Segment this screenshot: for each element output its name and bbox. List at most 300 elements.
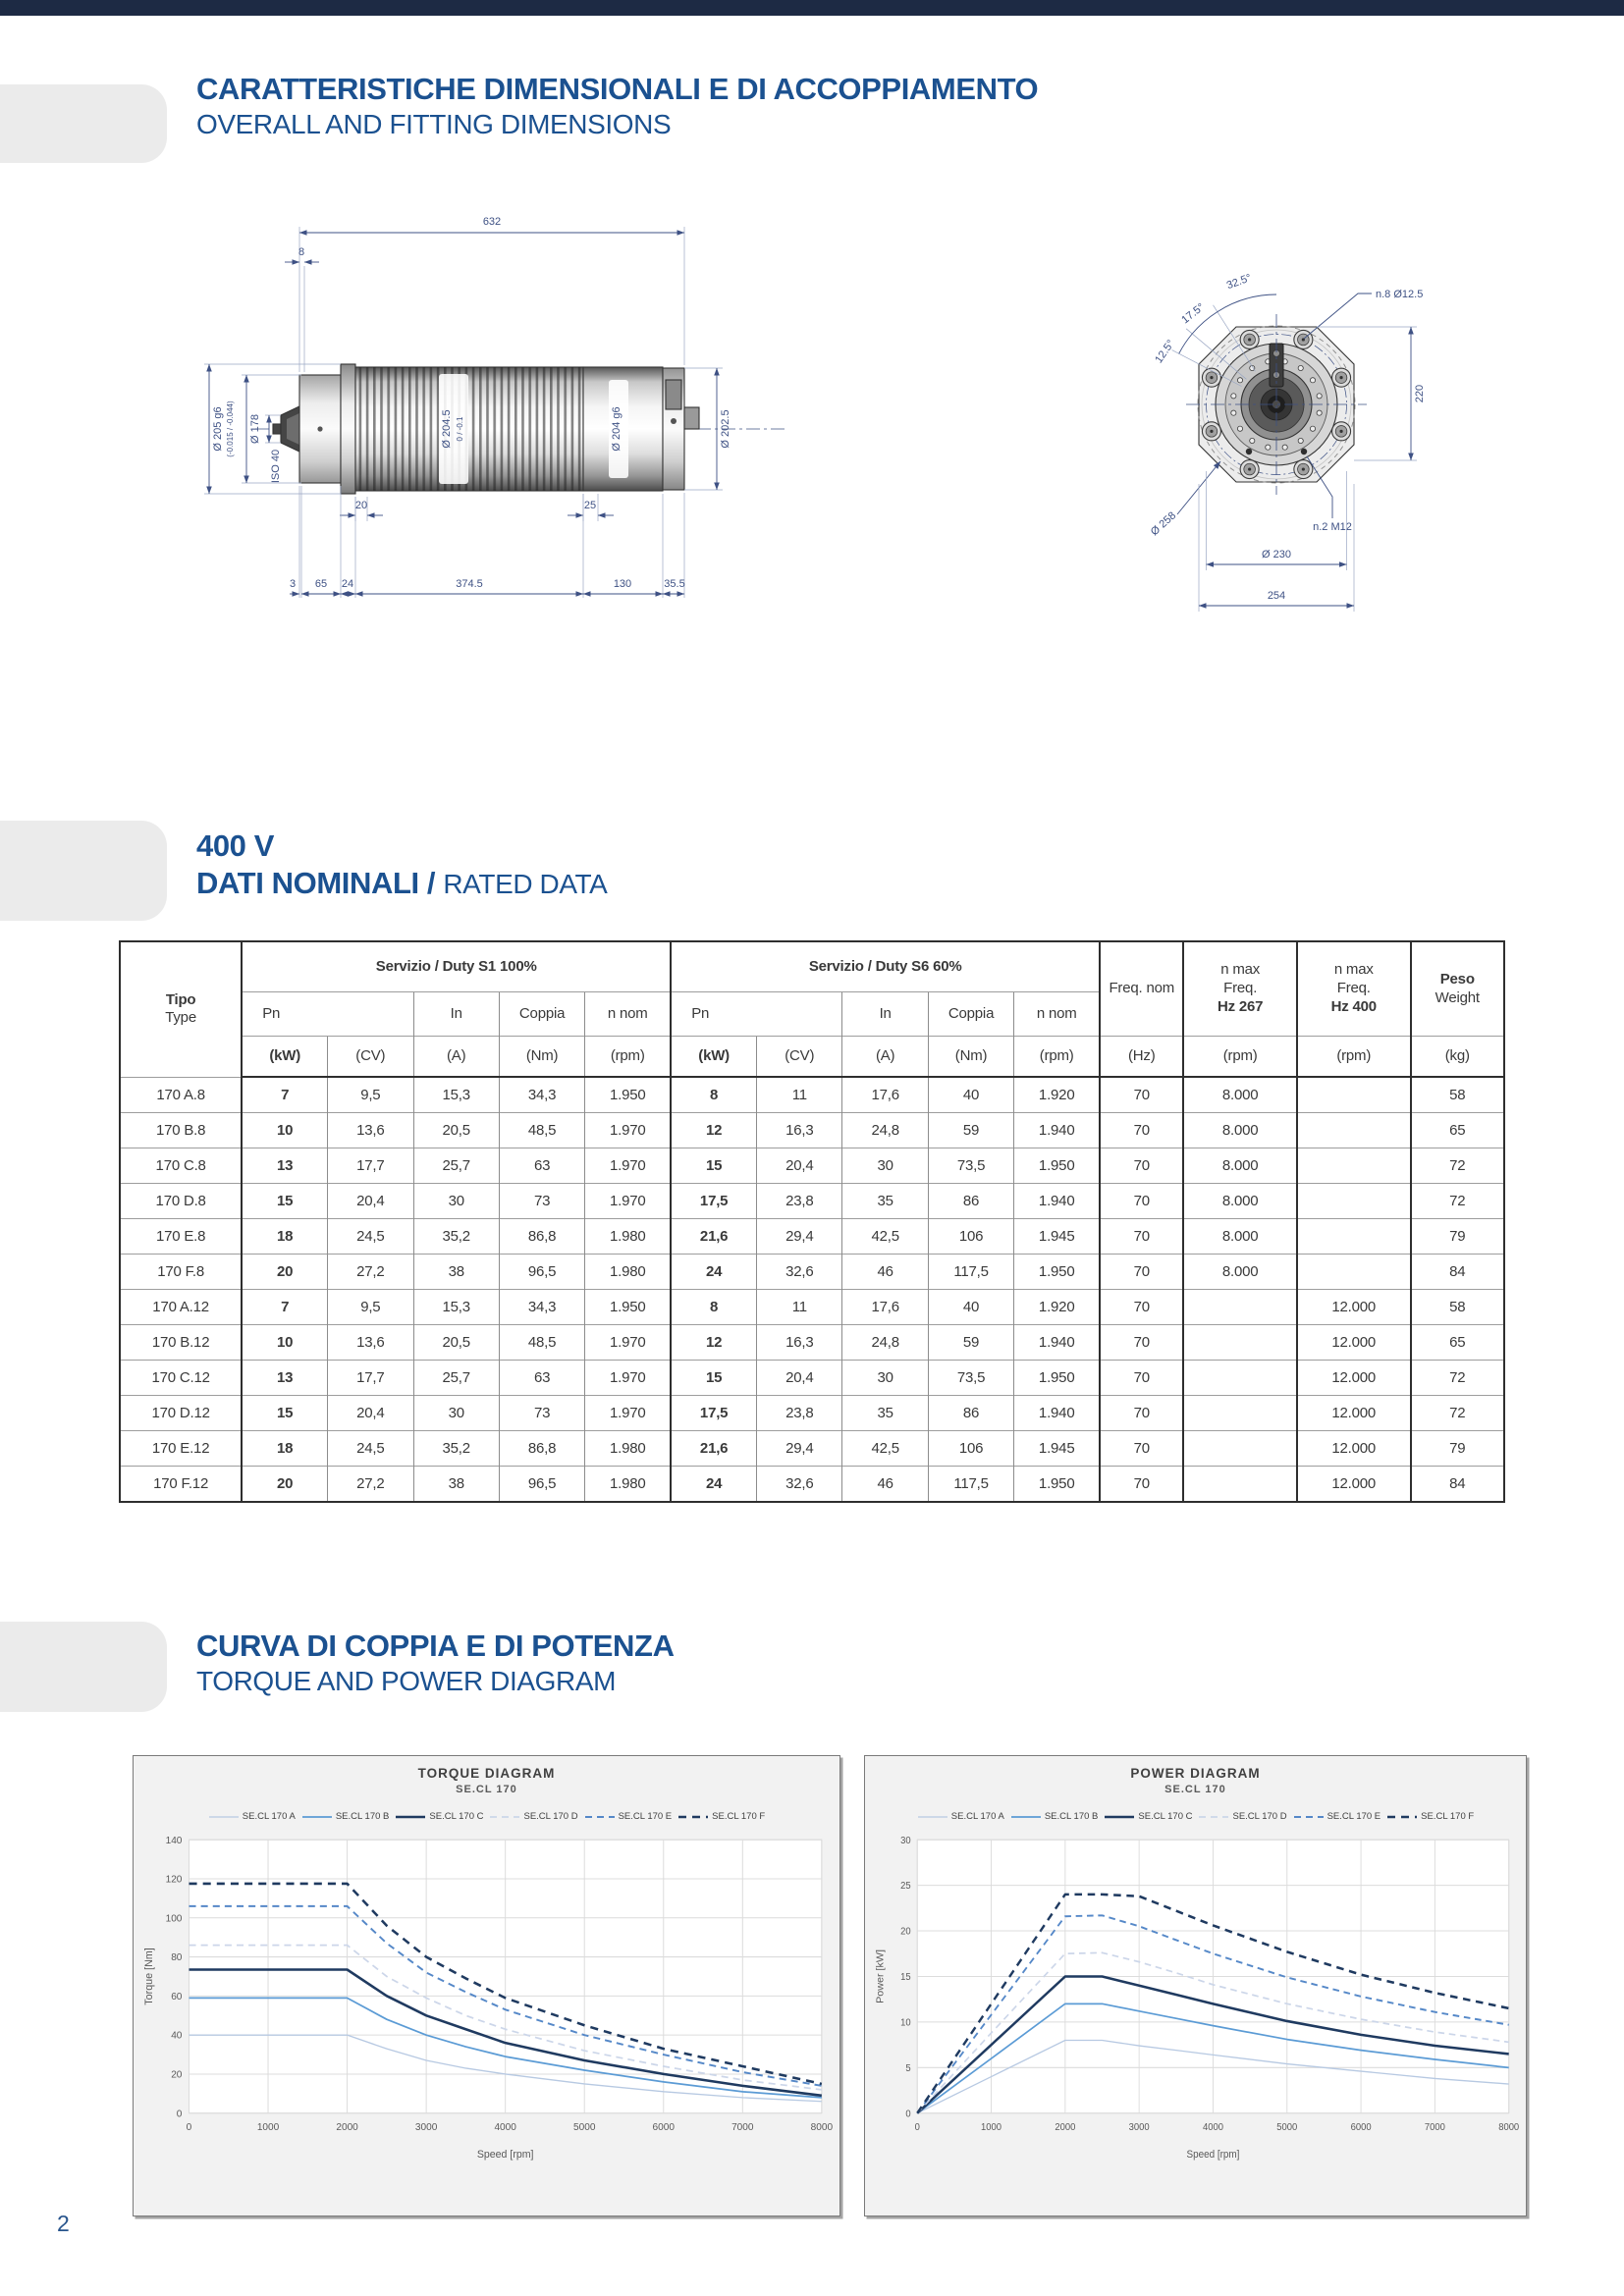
value-cell: 12 bbox=[671, 1325, 756, 1361]
dim-8: 8 bbox=[298, 246, 305, 258]
x-tick-label: 7000 bbox=[731, 2122, 754, 2134]
legend-label: SE.CL 170 B bbox=[1044, 1811, 1099, 1822]
x-tick-label: 3000 bbox=[1128, 2121, 1150, 2134]
table-row bbox=[120, 1219, 1504, 1255]
value-cell: 18 bbox=[242, 1219, 327, 1255]
col-header-pn-s1: Pn bbox=[242, 992, 413, 1037]
value-cell bbox=[1297, 1077, 1411, 1113]
diagram-row bbox=[133, 1755, 1527, 2216]
value-cell: 13 bbox=[242, 1361, 327, 1396]
dim-24: 24 bbox=[341, 578, 354, 590]
power-plot bbox=[871, 1832, 1520, 2165]
y-tick-label: 30 bbox=[900, 1835, 911, 1846]
value-cell: 70 bbox=[1100, 1077, 1183, 1113]
unit-rpm: (rpm) bbox=[1297, 1037, 1411, 1078]
section1-title-it: CARATTERISTICHE DIMENSIONALI E DI ACCOPPIAMENTO bbox=[196, 72, 1039, 106]
value-cell: 12.000 bbox=[1297, 1396, 1411, 1431]
x-tick-label: 8000 bbox=[810, 2122, 834, 2134]
value-cell: 58 bbox=[1411, 1077, 1504, 1113]
value-cell: 40 bbox=[928, 1077, 1013, 1113]
value-cell: 32,6 bbox=[757, 1467, 842, 1503]
value-cell: 12.000 bbox=[1297, 1431, 1411, 1467]
value-cell: 10 bbox=[242, 1113, 327, 1148]
x-tick-label: 0 bbox=[914, 2121, 920, 2134]
legend-item bbox=[917, 1811, 1004, 1822]
torque-legend bbox=[139, 1811, 834, 1822]
legend-label: SE.CL 170 E bbox=[1326, 1811, 1381, 1822]
value-cell: 7 bbox=[242, 1077, 327, 1113]
value-cell: 1.940 bbox=[1014, 1396, 1100, 1431]
value-cell: 20,4 bbox=[757, 1148, 842, 1184]
value-cell: 84 bbox=[1411, 1255, 1504, 1290]
value-cell: 27,2 bbox=[328, 1255, 413, 1290]
value-cell: 70 bbox=[1100, 1431, 1183, 1467]
type-cell: 170 F.12 bbox=[120, 1467, 242, 1503]
value-cell: 11 bbox=[757, 1077, 842, 1113]
value-cell: 24,8 bbox=[842, 1325, 928, 1361]
m12-hole bbox=[1246, 449, 1252, 454]
value-cell: 8.000 bbox=[1183, 1148, 1297, 1184]
legend-line-sample bbox=[917, 1813, 948, 1821]
value-cell: 70 bbox=[1100, 1467, 1183, 1503]
cooling-fins bbox=[355, 367, 583, 491]
dia-204-5-tol: 0 / -0.1 bbox=[456, 416, 464, 442]
value-cell: 63 bbox=[499, 1361, 584, 1396]
value-cell bbox=[1183, 1361, 1297, 1396]
value-cell: 9,5 bbox=[328, 1290, 413, 1325]
table-row bbox=[120, 1077, 1504, 1113]
value-cell: 70 bbox=[1100, 1148, 1183, 1184]
voltage-label: 400 V bbox=[196, 828, 275, 863]
value-cell: 24,8 bbox=[842, 1113, 928, 1148]
connector-box bbox=[684, 407, 699, 429]
unit-cv: (CV) bbox=[757, 1037, 842, 1078]
value-cell: 58 bbox=[1411, 1290, 1504, 1325]
x-tick-label: 8000 bbox=[1498, 2121, 1520, 2134]
table-row bbox=[120, 1431, 1504, 1467]
col-header-coppia-s1: Coppia bbox=[499, 992, 584, 1037]
x-tick-label: 0 bbox=[186, 2122, 192, 2134]
type-cell: 170 E.8 bbox=[120, 1219, 242, 1255]
legend-item bbox=[1198, 1811, 1286, 1822]
unit-a: (A) bbox=[413, 1037, 499, 1078]
table-row bbox=[120, 1325, 1504, 1361]
angle-32-5: 32.5° bbox=[1224, 272, 1254, 293]
value-cell: 59 bbox=[928, 1113, 1013, 1148]
section1-header bbox=[196, 71, 1038, 141]
value-cell: 79 bbox=[1411, 1431, 1504, 1467]
value-cell: 35 bbox=[842, 1396, 928, 1431]
value-cell: 15,3 bbox=[413, 1290, 499, 1325]
legend-item bbox=[395, 1811, 483, 1822]
value-cell: 70 bbox=[1100, 1361, 1183, 1396]
value-cell: 8.000 bbox=[1183, 1077, 1297, 1113]
y-axis-label: Power [kW] bbox=[875, 1949, 887, 2003]
dia-204-label: Ø 204 g6 bbox=[611, 406, 623, 452]
power-legend bbox=[871, 1811, 1520, 1822]
unit-kw: (kW) bbox=[242, 1037, 327, 1078]
value-cell bbox=[1183, 1431, 1297, 1467]
legend-label: SE.CL 170 B bbox=[335, 1811, 390, 1822]
x-tick-label: 5000 bbox=[1276, 2121, 1298, 2134]
value-cell: 24 bbox=[671, 1255, 756, 1290]
legend-item bbox=[1386, 1811, 1474, 1822]
value-cell: 24,5 bbox=[328, 1219, 413, 1255]
legend-item bbox=[1010, 1811, 1099, 1822]
technical-drawing bbox=[0, 172, 1624, 721]
angle-12-5: 12.5° bbox=[1153, 338, 1177, 366]
y-tick-label: 10 bbox=[900, 2017, 911, 2029]
value-cell: 20,4 bbox=[757, 1361, 842, 1396]
value-cell: 1.980 bbox=[585, 1467, 671, 1503]
dim-130: 130 bbox=[613, 578, 632, 590]
value-cell: 15 bbox=[242, 1396, 327, 1431]
value-cell: 15 bbox=[242, 1184, 327, 1219]
value-cell: 1.970 bbox=[585, 1325, 671, 1361]
front-view-drawing bbox=[1075, 177, 1507, 638]
legend-item bbox=[301, 1811, 390, 1822]
section2-title-it: DATI NOMINALI / bbox=[196, 865, 444, 900]
value-cell: 70 bbox=[1100, 1290, 1183, 1325]
value-cell: 17,7 bbox=[328, 1148, 413, 1184]
table-row bbox=[120, 1467, 1504, 1503]
value-cell: 106 bbox=[928, 1431, 1013, 1467]
value-cell: 42,5 bbox=[842, 1431, 928, 1467]
value-cell: 46 bbox=[842, 1467, 928, 1503]
value-cell: 1.970 bbox=[585, 1184, 671, 1219]
value-cell: 24,5 bbox=[328, 1431, 413, 1467]
legend-line-sample bbox=[677, 1813, 709, 1821]
value-cell: 86 bbox=[928, 1396, 1013, 1431]
value-cell: 23,8 bbox=[757, 1184, 842, 1219]
y-tick-label: 15 bbox=[900, 1971, 911, 1984]
value-cell: 38 bbox=[413, 1255, 499, 1290]
value-cell bbox=[1183, 1325, 1297, 1361]
col-header-nnom-s1: n nom bbox=[585, 992, 671, 1037]
power-diagram-subtitle: SE.CL 170 bbox=[1164, 1784, 1226, 1795]
torque-diagram-subtitle: SE.CL 170 bbox=[456, 1784, 517, 1795]
value-cell bbox=[1183, 1396, 1297, 1431]
value-cell: 30 bbox=[413, 1396, 499, 1431]
value-cell: 72 bbox=[1411, 1184, 1504, 1219]
type-cell: 170 C.8 bbox=[120, 1148, 242, 1184]
dim-35-5: 35.5 bbox=[664, 578, 685, 590]
y-tick-label: 20 bbox=[171, 2069, 183, 2081]
value-cell: 86,8 bbox=[499, 1431, 584, 1467]
value-cell: 65 bbox=[1411, 1325, 1504, 1361]
power-diagram-panel bbox=[864, 1755, 1527, 2216]
nose-hole bbox=[317, 426, 322, 431]
value-cell: 32,6 bbox=[757, 1255, 842, 1290]
dia-202-5-label: Ø 202.5 bbox=[720, 409, 731, 449]
power-diagram-title: POWER DIAGRAM bbox=[1130, 1766, 1261, 1781]
type-cell: 170 B.12 bbox=[120, 1325, 242, 1361]
unit-rpm: (rpm) bbox=[1014, 1037, 1100, 1078]
col-header-duty-s6: Servizio / Duty S6 60% bbox=[671, 941, 1100, 992]
legend-label: SE.CL 170 D bbox=[523, 1811, 578, 1822]
value-cell: 35 bbox=[842, 1184, 928, 1219]
legend-item bbox=[584, 1811, 673, 1822]
legend-item bbox=[208, 1811, 296, 1822]
value-cell: 96,5 bbox=[499, 1255, 584, 1290]
value-cell: 65 bbox=[1411, 1113, 1504, 1148]
x-tick-label: 3000 bbox=[414, 2122, 438, 2134]
table-row bbox=[120, 1148, 1504, 1184]
value-cell: 16,3 bbox=[757, 1113, 842, 1148]
type-cell: 170 A.12 bbox=[120, 1290, 242, 1325]
value-cell: 17,5 bbox=[671, 1184, 756, 1219]
section3-title-it: CURVA DI COPPIA E DI POTENZA bbox=[196, 1629, 675, 1663]
value-cell: 17,6 bbox=[842, 1290, 928, 1325]
value-cell: 1.950 bbox=[1014, 1467, 1100, 1503]
value-cell: 17,7 bbox=[328, 1361, 413, 1396]
value-cell: 17,5 bbox=[671, 1396, 756, 1431]
value-cell bbox=[1297, 1148, 1411, 1184]
value-cell: 63 bbox=[499, 1148, 584, 1184]
value-cell bbox=[1297, 1113, 1411, 1148]
x-axis-label: Speed [rpm] bbox=[1186, 2149, 1240, 2161]
dim-3: 3 bbox=[289, 578, 297, 590]
iso40-label: ISO 40 bbox=[270, 449, 282, 484]
legend-label: SE.CL 170 F bbox=[1421, 1811, 1475, 1822]
y-tick-label: 100 bbox=[165, 1913, 183, 1925]
value-cell: 1.950 bbox=[1014, 1148, 1100, 1184]
x-tick-label: 6000 bbox=[652, 2122, 675, 2134]
value-cell: 20,5 bbox=[413, 1113, 499, 1148]
dia-205-tol: (-0.015 / -0.044) bbox=[226, 400, 235, 457]
value-cell: 8 bbox=[671, 1290, 756, 1325]
value-cell: 1.940 bbox=[1014, 1325, 1100, 1361]
unit-nm: (Nm) bbox=[928, 1037, 1013, 1078]
legend-line-sample bbox=[1198, 1813, 1229, 1821]
section3-title-en: TORQUE AND POWER DIAGRAM bbox=[196, 1665, 617, 1696]
dim-374-5: 374.5 bbox=[456, 578, 483, 590]
value-cell: 1.970 bbox=[585, 1148, 671, 1184]
value-cell: 1.970 bbox=[585, 1361, 671, 1396]
x-tick-label: 2000 bbox=[336, 2122, 358, 2134]
section2-header bbox=[196, 828, 607, 902]
legend-line-sample bbox=[584, 1813, 616, 1821]
value-cell: 1.920 bbox=[1014, 1077, 1100, 1113]
value-cell: 1.950 bbox=[1014, 1255, 1100, 1290]
type-cell: 170 A.8 bbox=[120, 1077, 242, 1113]
legend-label: SE.CL 170 E bbox=[618, 1811, 673, 1822]
value-cell: 8.000 bbox=[1183, 1113, 1297, 1148]
value-cell: 1.980 bbox=[585, 1431, 671, 1467]
value-cell: 24 bbox=[671, 1467, 756, 1503]
value-cell: 21,6 bbox=[671, 1219, 756, 1255]
value-cell: 29,4 bbox=[757, 1431, 842, 1467]
x-tick-label: 2000 bbox=[1055, 2121, 1076, 2134]
value-cell: 48,5 bbox=[499, 1113, 584, 1148]
col-header-in-s1: In bbox=[413, 992, 499, 1037]
value-cell: 15,3 bbox=[413, 1077, 499, 1113]
side-view-drawing bbox=[196, 172, 805, 643]
legend-line-sample bbox=[1293, 1813, 1325, 1821]
value-cell: 96,5 bbox=[499, 1467, 584, 1503]
value-cell: 72 bbox=[1411, 1148, 1504, 1184]
y-tick-label: 140 bbox=[165, 1835, 183, 1846]
value-cell: 8.000 bbox=[1183, 1184, 1297, 1219]
y-tick-label: 80 bbox=[171, 1952, 183, 1964]
page-number: 2 bbox=[57, 2211, 70, 2236]
col-header-nnom-s6: n nom bbox=[1014, 992, 1100, 1037]
dim-220: 220 bbox=[1414, 384, 1426, 403]
value-cell: 73,5 bbox=[928, 1148, 1013, 1184]
value-cell: 117,5 bbox=[928, 1467, 1013, 1503]
unit-nm: (Nm) bbox=[499, 1037, 584, 1078]
dim-25: 25 bbox=[583, 500, 597, 511]
connector-pin bbox=[671, 418, 677, 424]
value-cell: 1.950 bbox=[585, 1290, 671, 1325]
torque-diagram-panel bbox=[133, 1755, 840, 2216]
value-cell: 46 bbox=[842, 1255, 928, 1290]
legend-item bbox=[489, 1811, 577, 1822]
value-cell: 72 bbox=[1411, 1396, 1504, 1431]
dia-204-5-label: Ø 204.5 bbox=[441, 409, 453, 449]
section2-title-en: RATED DATA bbox=[443, 868, 608, 899]
value-cell bbox=[1297, 1219, 1411, 1255]
col-header-type: Tipo Type bbox=[120, 941, 242, 1077]
value-cell: 29,4 bbox=[757, 1219, 842, 1255]
value-cell: 13,6 bbox=[328, 1113, 413, 1148]
value-cell: 1.970 bbox=[585, 1113, 671, 1148]
pull-stud bbox=[273, 424, 281, 434]
legend-label: SE.CL 170 C bbox=[1138, 1811, 1193, 1822]
type-cell: 170 F.8 bbox=[120, 1255, 242, 1290]
table-row bbox=[120, 1290, 1504, 1325]
torque-plot bbox=[139, 1832, 834, 2165]
n2-m12-label: n.2 M12 bbox=[1313, 521, 1352, 533]
value-cell: 1.945 bbox=[1014, 1431, 1100, 1467]
legend-item bbox=[1104, 1811, 1192, 1822]
value-cell: 21,6 bbox=[671, 1431, 756, 1467]
rated-data-table bbox=[119, 940, 1505, 1503]
legend-line-sample bbox=[1010, 1813, 1042, 1821]
value-cell: 86 bbox=[928, 1184, 1013, 1219]
legend-line-sample bbox=[301, 1813, 333, 1821]
value-cell: 12.000 bbox=[1297, 1325, 1411, 1361]
dim-20: 20 bbox=[354, 500, 368, 511]
value-cell: 1.980 bbox=[585, 1219, 671, 1255]
col-header-in-s6: In bbox=[842, 992, 928, 1037]
x-tick-label: 5000 bbox=[572, 2122, 596, 2134]
legend-line-sample bbox=[208, 1813, 240, 1821]
section3-header bbox=[196, 1628, 675, 1698]
col-header-weight: Peso Weight bbox=[1411, 941, 1504, 1037]
value-cell: 70 bbox=[1100, 1396, 1183, 1431]
connector-plate bbox=[666, 380, 681, 409]
value-cell: 73,5 bbox=[928, 1361, 1013, 1396]
value-cell: 12 bbox=[671, 1113, 756, 1148]
value-cell: 70 bbox=[1100, 1219, 1183, 1255]
y-axis-label: Torque [Nm] bbox=[143, 1948, 156, 2005]
value-cell: 73 bbox=[499, 1396, 584, 1431]
unit-kw: (kW) bbox=[671, 1037, 756, 1078]
value-cell: 18 bbox=[242, 1431, 327, 1467]
value-cell: 15 bbox=[671, 1361, 756, 1396]
legend-label: SE.CL 170 A bbox=[242, 1811, 296, 1822]
legend-line-sample bbox=[1386, 1813, 1418, 1821]
col-header-nmax-267: n max Freq. Hz 267 bbox=[1183, 941, 1297, 1037]
x-tick-label: 1000 bbox=[256, 2122, 280, 2134]
y-tick-label: 20 bbox=[900, 1926, 911, 1938]
value-cell: 40 bbox=[928, 1290, 1013, 1325]
value-cell: 20,4 bbox=[328, 1184, 413, 1219]
type-cell: 170 D.8 bbox=[120, 1184, 242, 1219]
value-cell: 73 bbox=[499, 1184, 584, 1219]
y-tick-label: 5 bbox=[905, 2062, 911, 2075]
value-cell bbox=[1297, 1184, 1411, 1219]
value-cell: 15 bbox=[671, 1148, 756, 1184]
table-row bbox=[120, 1113, 1504, 1148]
value-cell: 1.920 bbox=[1014, 1290, 1100, 1325]
legend-line-sample bbox=[1104, 1813, 1135, 1821]
top-bar bbox=[0, 0, 1624, 16]
table-row bbox=[120, 1184, 1504, 1219]
type-cell: 170 D.12 bbox=[120, 1396, 242, 1431]
legend-label: SE.CL 170 F bbox=[712, 1811, 766, 1822]
value-cell: 34,3 bbox=[499, 1290, 584, 1325]
value-cell: 8.000 bbox=[1183, 1219, 1297, 1255]
value-cell: 20,5 bbox=[413, 1325, 499, 1361]
type-cell: 170 E.12 bbox=[120, 1431, 242, 1467]
legend-label: SE.CL 170 C bbox=[429, 1811, 484, 1822]
table-row bbox=[120, 1361, 1504, 1396]
dim-254: 254 bbox=[1267, 590, 1286, 602]
x-tick-label: 4000 bbox=[494, 2122, 516, 2134]
col-header-coppia-s6: Coppia bbox=[928, 992, 1013, 1037]
value-cell: 1.980 bbox=[585, 1255, 671, 1290]
mounting-flange bbox=[341, 364, 355, 494]
value-cell: 7 bbox=[242, 1290, 327, 1325]
angle-17-5: 17.5° bbox=[1179, 300, 1208, 327]
value-cell: 20 bbox=[242, 1467, 327, 1503]
dim-632: 632 bbox=[482, 216, 502, 228]
value-cell: 10 bbox=[242, 1325, 327, 1361]
value-cell: 42,5 bbox=[842, 1219, 928, 1255]
value-cell: 9,5 bbox=[328, 1077, 413, 1113]
legend-label: SE.CL 170 A bbox=[950, 1811, 1004, 1822]
col-header-freq-nom: Freq. nom bbox=[1100, 941, 1183, 1037]
value-cell: 35,2 bbox=[413, 1431, 499, 1467]
value-cell: 12.000 bbox=[1297, 1361, 1411, 1396]
x-axis-label: Speed [rpm] bbox=[476, 2148, 534, 2161]
section1-title-en: OVERALL AND FITTING DIMENSIONS bbox=[196, 108, 672, 139]
value-cell: 106 bbox=[928, 1219, 1013, 1255]
value-cell: 23,8 bbox=[757, 1396, 842, 1431]
value-cell: 11 bbox=[757, 1290, 842, 1325]
y-tick-label: 60 bbox=[171, 1991, 183, 2002]
value-cell: 8.000 bbox=[1183, 1255, 1297, 1290]
value-cell: 1.945 bbox=[1014, 1219, 1100, 1255]
dia-178-label: Ø 178 bbox=[249, 414, 261, 444]
value-cell: 8 bbox=[671, 1077, 756, 1113]
unit-rpm: (rpm) bbox=[585, 1037, 671, 1078]
section-tab-1 bbox=[0, 84, 167, 163]
value-cell: 12.000 bbox=[1297, 1290, 1411, 1325]
x-tick-label: 7000 bbox=[1424, 2121, 1445, 2134]
value-cell: 70 bbox=[1100, 1255, 1183, 1290]
value-cell: 117,5 bbox=[928, 1255, 1013, 1290]
legend-line-sample bbox=[395, 1813, 426, 1821]
unit-rpm: (rpm) bbox=[1183, 1037, 1297, 1078]
value-cell: 13 bbox=[242, 1148, 327, 1184]
table-row bbox=[120, 1396, 1504, 1431]
value-cell bbox=[1183, 1467, 1297, 1503]
value-cell: 1.950 bbox=[585, 1077, 671, 1113]
x-tick-label: 6000 bbox=[1350, 2121, 1372, 2134]
